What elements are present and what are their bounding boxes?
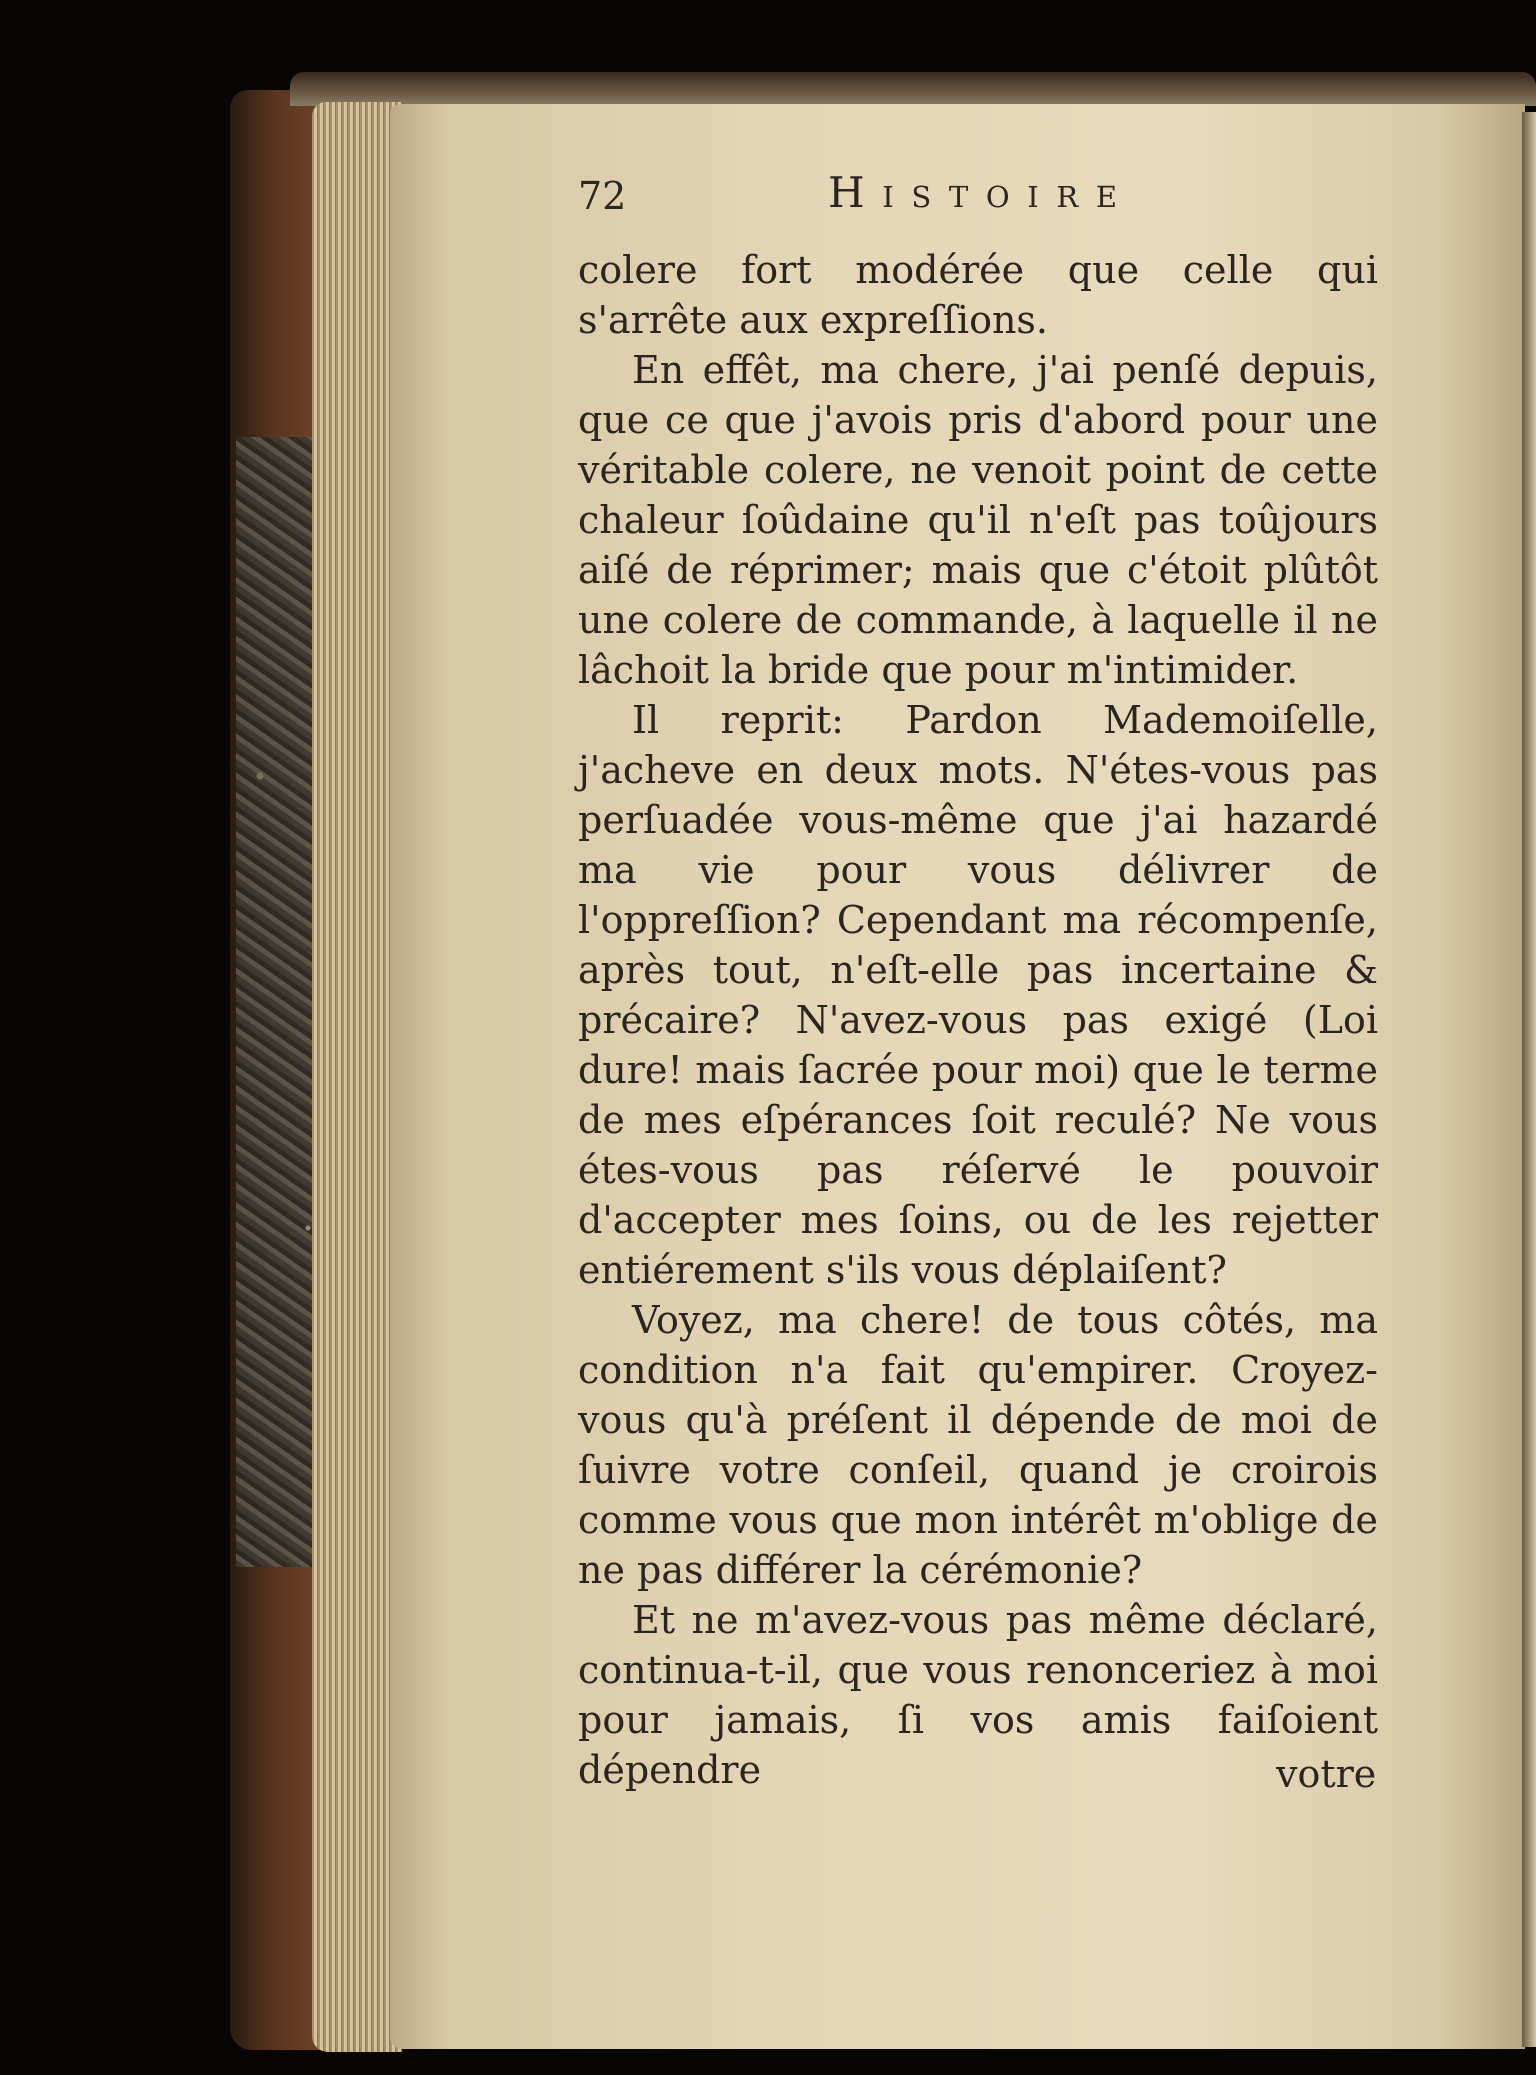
page-header [578,168,1178,228]
paragraph: Il reprit: Pardon Mademoiſelle, j'acheve en deux mots. N'étes-vous pas perſuadée vous-même que j'ai hazardé ma vie pour vous délivrer de l'oppreſſion? Cependant ma récompenſe, après tout, n'eſt-elle pas incertaine & précaire? N'avez-vous pas exigé (Loi dure! mais ſacrée pour moi) que le terme de mes eſpérances ſoit reculé? Ne vous étes-vous pas réſervé le pouvoir d'accepter mes ſoins, ou de les rejetter entiérement s'ils vous déplaiſent? [578,698,1378,1292]
running-title: Histoire [828,168,1135,217]
paragraph: En effêt, ma chere, j'ai penſé depuis, que ce que j'avois pris d'abord pour une véritable colere, ne venoit point de cette chaleur ſoûdaine qu'il n'eſt pas toûjours aiſé de réprimer; mais que c'étoit plûtôt une colere de commande, à laquelle il ne lâchoit la bride que pour m'intimider. [578,348,1378,692]
page-number: 72 [578,174,627,218]
paragraph: Voyez, ma chere! de tous côtés, ma condition n'a fait qu'empirer. Croyez-vous qu'à préſent il dépende de moi de ſuivre votre conſeil, quand je croirois comme vous que mon intérêt m'oblige de ne pas différer la cérémonie? [578,1298,1378,1592]
paragraph: colere fort modérée que celle qui s'arrête aux expreſſions. [578,248,1378,342]
page-edges [312,102,402,2052]
text-block [578,245,1378,1795]
catchword: votre [1276,1752,1377,1796]
paragraph: Et ne m'avez-vous pas même déclaré, continua-t-il, que vous renonceriez à moi pour jamais, ſi vos amis faiſoient dépendre [578,1598,1378,1792]
cover-top-edge [290,72,1536,106]
facing-page-edge [1522,112,1536,2047]
